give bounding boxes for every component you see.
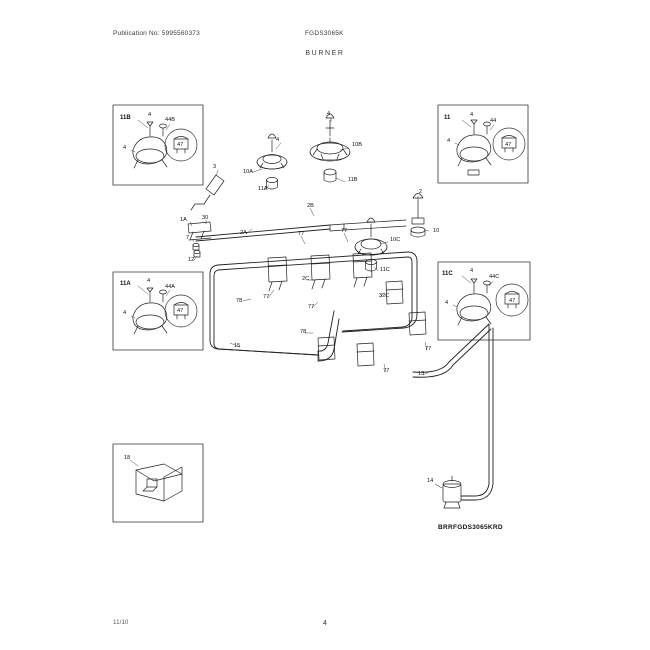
callout-11c-main: 11C [380, 267, 390, 273]
callout-11a-box: 11A [120, 281, 131, 287]
callout-4-h: 4 [445, 300, 449, 306]
callout-2a: 2A [240, 230, 247, 236]
callout-4-i: 4 [276, 137, 280, 143]
callout-4-c: 4 [470, 112, 474, 118]
callout-47-c: 47 [177, 308, 184, 314]
callout-77-b: 77 [341, 228, 348, 234]
callout-18: 18 [124, 455, 131, 461]
callout-11c-box: 11C [442, 271, 453, 277]
publication-label: Publication No: [113, 30, 160, 37]
callout-4-j: 4 [327, 111, 331, 117]
callout-2b: 2B [307, 203, 314, 209]
callout-4-f: 4 [123, 310, 127, 316]
callout-1a: 1A [180, 217, 187, 223]
drawing-code: BRRFGDS3065KRD [438, 524, 503, 531]
callout-2: 2 [419, 189, 423, 195]
callout-10: 10 [433, 228, 440, 234]
callout-47-d: 47 [509, 298, 516, 304]
callout-10c: 10C [390, 237, 401, 243]
callout-77-e: 77 [425, 346, 432, 352]
callout-77-d: 77 [308, 304, 315, 310]
callout-30: 30 [202, 215, 209, 221]
callout-77-f: 77 [383, 368, 390, 374]
callout-4-g: 4 [470, 268, 474, 274]
callout-15: 15 [234, 343, 241, 349]
callout-11b-main: 11B [348, 177, 358, 183]
callout-14: 14 [427, 478, 434, 484]
callout-47-b: 47 [505, 142, 512, 148]
callout-10a: 10A [243, 169, 253, 175]
callout-47-a: 47 [177, 142, 184, 148]
callout-32c: 32C [379, 293, 390, 299]
callout-4-a: 4 [148, 112, 152, 118]
publication-value: 5995560373 [161, 30, 200, 37]
callout-44a: 44A [165, 284, 175, 290]
callout-4-d: 4 [447, 138, 451, 144]
callout-77-c: 77 [263, 294, 270, 300]
callout-4-e: 4 [147, 278, 151, 284]
callout-10b: 10B [352, 142, 362, 148]
callout-7: 7 [186, 235, 190, 241]
callout-11-box: 11 [444, 115, 451, 121]
callout-44b: 44B [165, 117, 175, 123]
callout-12: 12 [188, 257, 195, 263]
callout-3: 3 [213, 164, 217, 170]
callout-4-b: 4 [123, 145, 127, 151]
footer-page-number: 4 [322, 620, 328, 627]
footer-date: 11/10 [113, 620, 129, 626]
callout-44c: 44C [489, 274, 500, 280]
callout-2c: 2C [302, 276, 310, 282]
callout-78-a: 78 [236, 298, 243, 304]
callout-11a-main: 11A [258, 186, 268, 192]
model-number: FGDS3065K [305, 30, 344, 37]
sheet-title: BURNER [305, 50, 345, 57]
callout-11b-box: 11B [120, 115, 131, 121]
callout-44: 44 [490, 118, 497, 124]
callout-78-b: 78 [300, 329, 307, 335]
callout-13: 13 [418, 371, 425, 377]
callout-77-a: 77 [298, 231, 305, 237]
